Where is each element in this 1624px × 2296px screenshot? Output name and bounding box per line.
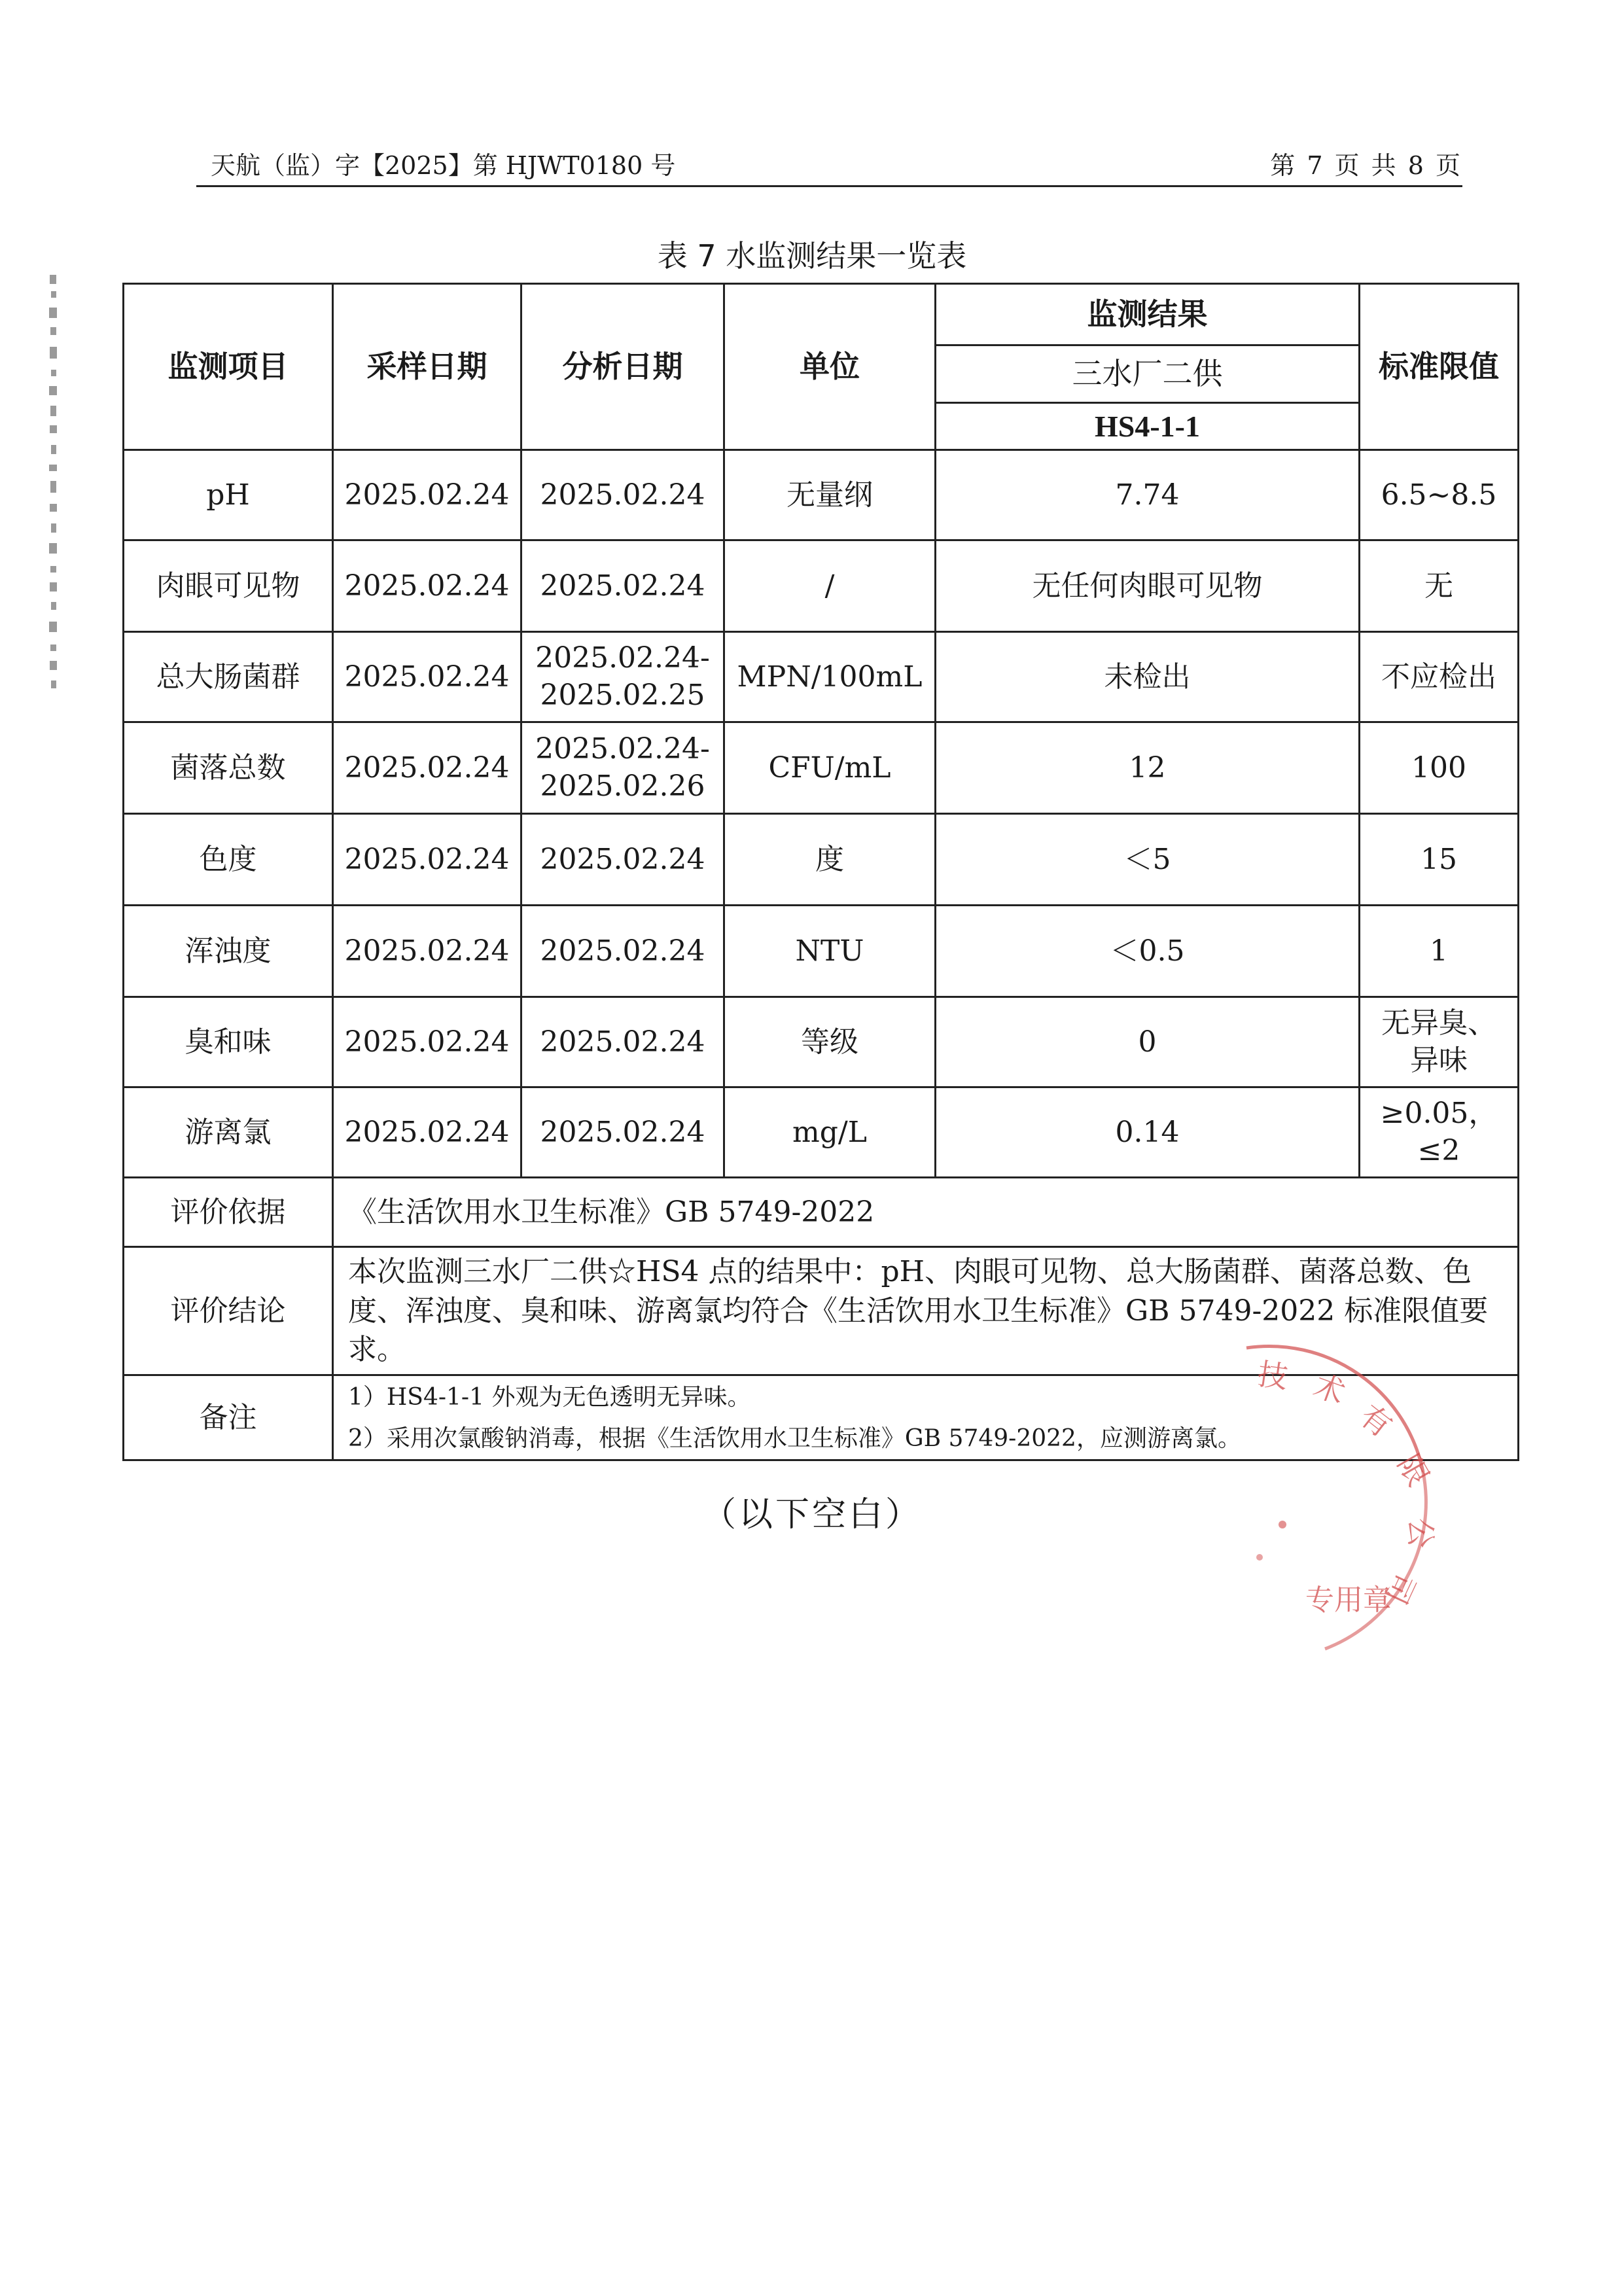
table-row <box>124 997 1519 1087</box>
header-item: 监测项目 <box>124 284 333 450</box>
basis-label: 评价依据 <box>124 1178 333 1247</box>
cell-limit: 无 <box>1360 540 1519 632</box>
cell-result: ＜0.5 <box>936 906 1360 997</box>
cell-item: 总大肠菌群 <box>124 632 333 722</box>
blank-below-note: （以下空白） <box>701 1495 922 1534</box>
svg-text:公: 公 <box>1403 1518 1438 1548</box>
svg-text:限: 限 <box>1390 1448 1437 1492</box>
table-row <box>124 1087 1519 1178</box>
cell-item: 臭和味 <box>124 997 333 1087</box>
cell-unit: 度 <box>724 814 936 906</box>
header-result-group: 监测结果 <box>936 284 1360 345</box>
cell-item: 色度 <box>124 814 333 906</box>
table-row <box>124 814 1519 906</box>
cell-sample-date: 2025.02.24 <box>333 540 521 632</box>
cell-sample-date: 2025.02.24 <box>333 1087 521 1178</box>
svg-text:司: 司 <box>1377 1567 1422 1610</box>
cell-item: pH <box>124 450 333 540</box>
svg-text:术: 术 <box>1309 1367 1350 1411</box>
cell-sample-date: 2025.02.24 <box>333 722 521 814</box>
cell-analysis-date: 2025.02.24 <box>521 450 724 540</box>
header-limit: 标准限值 <box>1360 284 1519 450</box>
cell-analysis-date: 2025.02.24 <box>521 1087 724 1178</box>
header-sample-id: HS4-1-1 <box>936 403 1360 450</box>
cell-result: 无任何肉眼可见物 <box>936 540 1360 632</box>
cell-limit: 1 <box>1360 906 1519 997</box>
table-row <box>124 722 1519 814</box>
cell-unit: / <box>724 540 936 632</box>
cell-limit: 不应检出 <box>1360 632 1519 722</box>
cell-unit: CFU/mL <box>724 722 936 814</box>
company-seal <box>1233 1322 1482 1675</box>
cell-analysis-date: 2025.02.24 <box>521 997 724 1087</box>
table-row <box>124 450 1519 540</box>
cell-limit: 100 <box>1360 722 1519 814</box>
header-unit: 单位 <box>724 284 936 450</box>
left-scan-marks <box>41 262 67 720</box>
cell-analysis-date: 2025.02.24 <box>521 540 724 632</box>
table-title: 表 7 水监测结果一览表 <box>657 238 967 274</box>
cell-result: 7.74 <box>936 450 1360 540</box>
cell-analysis-date: 2025.02.24 <box>521 906 724 997</box>
page-info: 第 7 页 共 8 页 <box>1270 151 1460 180</box>
basis-row <box>124 1178 1519 1247</box>
cell-item: 浑浊度 <box>124 906 333 997</box>
cell-analysis-date: 2025.02.24 <box>521 814 724 906</box>
svg-text:有: 有 <box>1353 1398 1399 1444</box>
cell-result: 0 <box>936 997 1360 1087</box>
conclusion-value: 本次监测三水厂二供☆HS4 点的结果中：pH、肉眼可见物、总大肠菌群、菌落总数、色度、浑浊度、臭和味、游离氯均符合《生活饮用水卫生标准》GB 5749-2022 标准限值要求。 <box>333 1247 1519 1375</box>
cell-result: 12 <box>936 722 1360 814</box>
cell-item: 肉眼可见物 <box>124 540 333 632</box>
cell-unit: MPN/100mL <box>724 632 936 722</box>
header-divider <box>196 185 1462 187</box>
cell-sample-date: 2025.02.24 <box>333 906 521 997</box>
water-monitoring-table <box>122 283 1519 1461</box>
cell-limit: 6.5~8.5 <box>1360 450 1519 540</box>
cell-result: ＜5 <box>936 814 1360 906</box>
basis-value: 《生活饮用水卫生标准》GB 5749-2022 <box>333 1178 1519 1247</box>
conclusion-label: 评价结论 <box>124 1247 333 1375</box>
svg-text:技: 技 <box>1255 1356 1290 1396</box>
table-row <box>124 632 1519 722</box>
cell-unit: NTU <box>724 906 936 997</box>
note-line: 2）采用次氯酸钠消毒，根据《生活饮用水卫生标准》GB 5749-2022，应测游离氯。 <box>348 1424 1241 1452</box>
table-row <box>124 906 1519 997</box>
cell-sample-date: 2025.02.24 <box>333 632 521 722</box>
header-site: 三水厂二供 <box>936 345 1360 403</box>
cell-analysis-date: 2025.02.24- 2025.02.26 <box>521 722 724 814</box>
cell-item: 游离氯 <box>124 1087 333 1178</box>
cell-sample-date: 2025.02.24 <box>333 997 521 1087</box>
cell-sample-date: 2025.02.24 <box>333 814 521 906</box>
cell-result: 0.14 <box>936 1087 1360 1178</box>
cell-limit: ≥0.05， ≤2 <box>1360 1087 1519 1178</box>
cell-unit: 无量纲 <box>724 450 936 540</box>
cell-sample-date: 2025.02.24 <box>333 450 521 540</box>
note-line: 1）HS4-1-1 外观为无色透明无异味。 <box>348 1383 751 1411</box>
cell-item: 菌落总数 <box>124 722 333 814</box>
header-sample-date: 采样日期 <box>333 284 521 450</box>
notes-label: 备注 <box>124 1375 333 1460</box>
cell-limit: 15 <box>1360 814 1519 906</box>
cell-limit: 无异臭、 异味 <box>1360 997 1519 1087</box>
table-row <box>124 540 1519 632</box>
cell-unit: 等级 <box>724 997 936 1087</box>
cell-analysis-date: 2025.02.24- 2025.02.25 <box>521 632 724 722</box>
cell-result: 未检出 <box>936 632 1360 722</box>
svg-text:专用章: 专用章 <box>1305 1583 1392 1617</box>
document-number: 天航（监）字【2025】第 HJWT0180 号 <box>211 151 676 180</box>
header-analysis-date: 分析日期 <box>521 284 724 450</box>
cell-unit: mg/L <box>724 1087 936 1178</box>
